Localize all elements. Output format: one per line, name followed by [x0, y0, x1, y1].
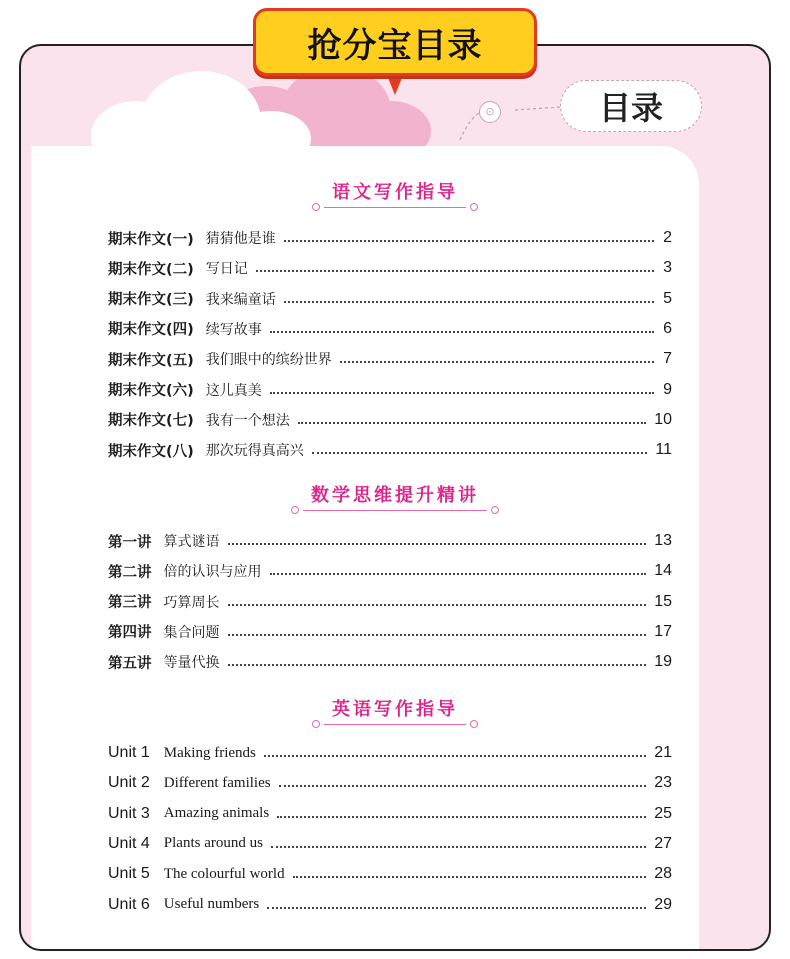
entry-label: 期末作文(二): [108, 261, 194, 278]
ornament-dot: [491, 506, 499, 514]
page-number: 28: [654, 865, 672, 883]
entry-label: Unit 4: [108, 834, 150, 852]
page-number: 9: [663, 380, 672, 398]
entry-title: 我有一个想法: [205, 412, 290, 429]
entry-title: 猜猜他是谁: [205, 231, 276, 247]
toc-entry[interactable]: [108, 317, 672, 341]
toc-entry[interactable]: [108, 559, 672, 583]
page-number: 21: [654, 744, 672, 761]
page-number: 19: [654, 653, 672, 671]
toc-entry[interactable]: [108, 771, 672, 795]
entry-label: Unit 5: [108, 865, 150, 883]
entry-title: 算式谜语: [163, 534, 220, 550]
page-number: 15: [654, 592, 672, 610]
dot-leader: [277, 816, 646, 818]
entry-title: Different families: [163, 774, 271, 791]
dot-leader: [293, 876, 647, 878]
entry-label: 第三讲: [108, 595, 152, 612]
page-number: 3: [663, 259, 672, 277]
entry-label: 第四讲: [108, 625, 152, 642]
corner-title: 目录: [560, 80, 702, 132]
dot-leader: [284, 301, 654, 303]
entry-label: Unit 3: [108, 804, 150, 822]
toc-entry[interactable]: [108, 741, 672, 765]
page-number: 27: [654, 834, 672, 852]
entry-title: The colourful world: [163, 865, 285, 882]
toc-entry[interactable]: [108, 408, 672, 432]
page-number: 14: [654, 562, 672, 580]
entry-title: 巧算周长: [163, 594, 220, 611]
dot-leader: [256, 270, 654, 272]
entry-label: 期末作文(一): [108, 231, 194, 248]
entry-label: 期末作文(八): [108, 443, 194, 460]
section-title: 数学思维提升精讲: [283, 481, 507, 511]
entry-label: 期末作文(七): [108, 413, 194, 430]
dot-leader: [228, 543, 647, 545]
toc-entry[interactable]: [108, 620, 672, 644]
entry-label: 期末作文(三): [108, 292, 194, 309]
dot-leader: [270, 573, 647, 575]
entry-label: Unit 2: [108, 774, 150, 792]
toc-entry[interactable]: [108, 832, 672, 856]
toc-entry[interactable]: [108, 650, 672, 674]
entry-title: Making friends: [163, 744, 256, 761]
entry-title: 这儿真美: [205, 382, 262, 399]
section-heading: [0, 481, 790, 511]
dot-leader: [228, 604, 647, 606]
entry-label: 期末作文(五): [108, 352, 194, 369]
section-title: 语文写作指导: [304, 178, 486, 208]
toc-entry[interactable]: [108, 347, 672, 371]
entry-title: 倍的认识与应用: [163, 564, 262, 581]
toc-entry[interactable]: [108, 287, 672, 311]
dashed-curve: [455, 95, 565, 145]
toc-entry[interactable]: [108, 256, 672, 280]
entry-label: 第二讲: [108, 564, 152, 581]
dot-leader: [270, 392, 654, 394]
dot-leader: [264, 755, 646, 757]
toc-entry[interactable]: [108, 226, 672, 250]
page-number: 6: [663, 319, 672, 337]
section-heading: [0, 178, 790, 208]
page-number: 29: [654, 895, 672, 913]
dot-leader: [267, 907, 646, 909]
entry-title: 集合问题: [163, 624, 220, 641]
dot-leader: [340, 361, 654, 363]
dot-leader: [228, 664, 647, 666]
badge-title: 抢分宝目录: [253, 8, 537, 76]
toc-entry[interactable]: [108, 378, 672, 402]
dot-leader: [271, 846, 646, 848]
toc-entry[interactable]: [108, 862, 672, 886]
toc-entry[interactable]: [108, 590, 672, 614]
entry-label: 期末作文(六): [108, 383, 194, 399]
page-number: 25: [654, 804, 672, 822]
toc-entry[interactable]: [108, 438, 672, 462]
page-number: 10: [654, 410, 672, 428]
page-number: 7: [663, 350, 672, 368]
entry-label: 期末作文(四): [108, 322, 194, 339]
page-number: 11: [655, 441, 672, 459]
entry-title: Plants around us: [163, 835, 263, 852]
page-number: 23: [654, 774, 672, 792]
entry-title: 我来编童话: [205, 291, 276, 308]
page-number: 13: [654, 532, 672, 549]
dot-leader: [279, 785, 647, 787]
entry-label: 第一讲: [108, 534, 152, 551]
ornament-dot: [470, 203, 478, 211]
entry-title: Useful numbers: [163, 896, 260, 912]
dot-leader: [228, 634, 647, 636]
ornament-dot: [470, 720, 478, 728]
page-number: 17: [654, 622, 672, 640]
dot-leader: [284, 240, 654, 242]
entry-title: 那次玩得真高兴: [205, 443, 304, 460]
entry-title: 我们眼中的缤纷世界: [205, 352, 332, 369]
entry-title: 续写故事: [205, 321, 262, 338]
toc-entry[interactable]: [108, 529, 672, 553]
entry-label: Unit 6: [108, 895, 150, 913]
badge-pointer: [386, 73, 404, 95]
toc-entry[interactable]: [108, 893, 672, 917]
entry-title: 等量代换: [163, 655, 220, 672]
entry-title: Amazing animals: [163, 805, 270, 822]
entry-label: Unit 1: [108, 744, 150, 761]
dot-leader: [298, 422, 646, 424]
section-title: 英语写作指导: [304, 695, 486, 725]
page-number: 2: [663, 229, 672, 246]
dot-leader: [312, 452, 648, 454]
entry-title: 写日记: [205, 261, 248, 278]
entry-label: 第五讲: [108, 655, 152, 672]
section-heading: [0, 695, 790, 725]
clock-icon: ⊙: [479, 101, 501, 123]
page-number: 5: [663, 289, 672, 307]
toc-entry[interactable]: [108, 802, 672, 826]
dot-leader: [270, 331, 654, 333]
